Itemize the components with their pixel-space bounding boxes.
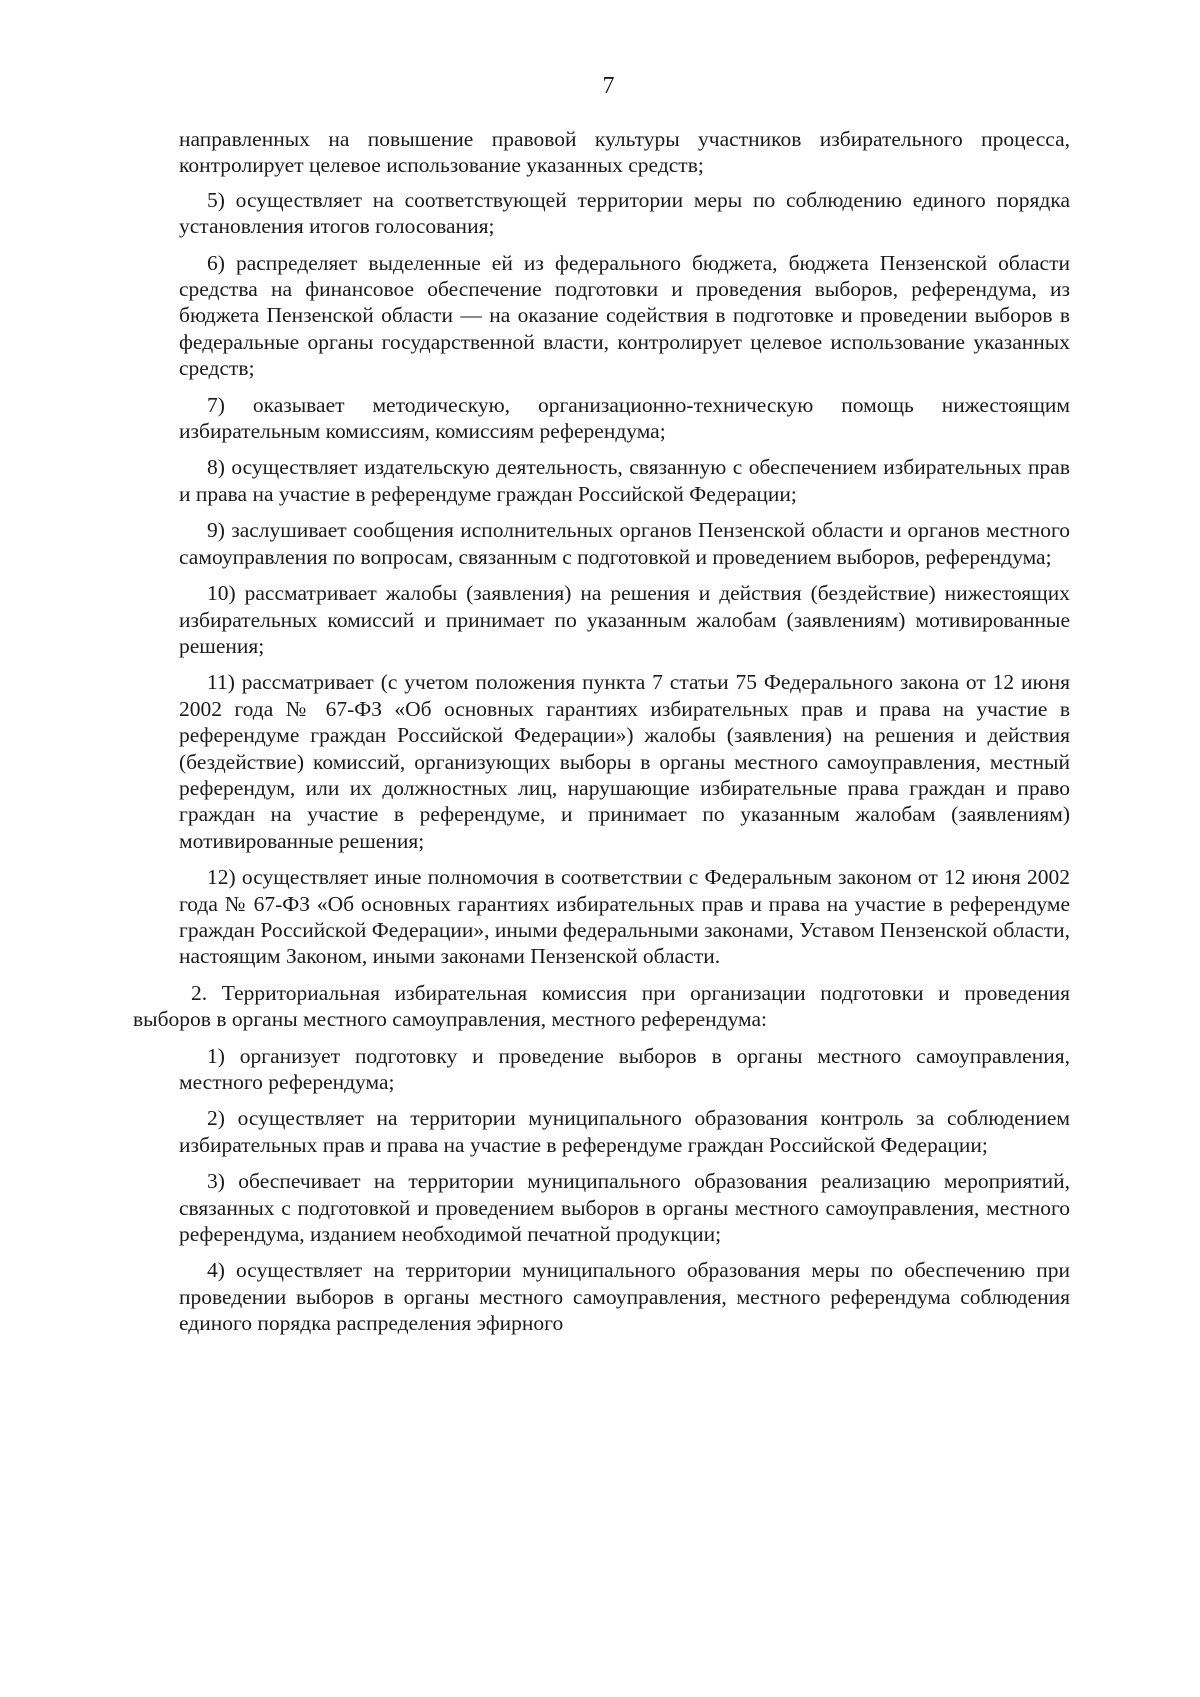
page-number: 7 bbox=[602, 73, 615, 99]
paragraph-item-9: 9) заслушивает сообщения исполнительных органов Пензенской области и органов местного самоуправления по вопросам, связанным с подготовкой и проведением выборов, референдума; bbox=[179, 518, 1070, 569]
paragraph-item-7: 7) оказывает методическую, организационно-техническую помощь нижестоящим избирательным комиссиям, комиссиям референдума; bbox=[179, 392, 1070, 444]
paragraph-item-5: 5) осуществляет на соответствующей территории меры по соблюдению единого порядка установления итогов голосования; bbox=[179, 187, 1070, 239]
paragraph-item-6: 6) распределяет выделенные ей из федерального бюджета, бюджета Пензенской области средства на финансовое обеспечение подготовки и проведения выборов, референдума, из бюджета Пензенской области — на оказание содействия в подготовке и проведении выборов в федеральные органы государственной власти, контролирует целевое использование указанных средств; bbox=[179, 250, 1070, 381]
paragraph-item-10: 10) рассматривает жалобы (заявления) на решения и действия (бездействие) нижестоящих избирательных комиссий и принимает по указанным жалобам (заявлениям) мотивированные решения; bbox=[179, 581, 1070, 658]
paragraph-continuation: направленных на повышение правовой культуры участников избирательного процесса, контролирует целевое использование указанных средств; bbox=[179, 127, 1070, 178]
paragraph-sub-item-3: 3) обеспечивает на территории муниципального образования реализацию мероприятий, связанных с подготовкой и проведением выборов в органы местного самоуправления, местного референдума, изданием необходимой печатной продукции; bbox=[179, 1169, 1070, 1247]
paragraph-item-11: 11) рассматривает (с учетом положения пункта 7 статьи 75 Федерального закона от 12 июня 2002 года № 67-ФЗ «Об основных гарантиях избирательных прав и права на участие в референдуме граждан Российской Федерации») жалобы (заявления) на решения и действия (бездействие) комиссий, организующих выборы в органы местного самоуправления, местный референдум, или их должностных лиц, нарушающие избирательные права граждан и право граждан на участие в референдуме, и принимает по указанным жалобам (заявлениям) мотивированные решения; bbox=[179, 670, 1070, 853]
items-block-1 bbox=[179, 126, 1070, 970]
items-block-2 bbox=[179, 1043, 1070, 1337]
paragraph-sub-item-1: 1) организует подготовку и проведение выборов в органы местного самоуправления, местного референдума; bbox=[179, 1043, 1070, 1094]
section-2-heading: 2. Территориальная избирательная комиссия при организации подготовки и проведения выборов в органы местного самоуправления, местного референдума: bbox=[133, 980, 1070, 1032]
paragraph-sub-item-4: 4) осуществляет на территории муниципального образования меры по обеспечению при проведении выборов в органы местного самоуправления, местного референдума соблюдения единого порядка распределения эфирного bbox=[179, 1258, 1070, 1336]
paragraph-sub-item-2: 2) осуществляет на территории муниципального образования контроль за соблюдением избирательных прав и права на участие в референдуме граждан Российской Федерации; bbox=[179, 1106, 1070, 1157]
paragraph-item-12: 12) осуществляет иные полномочия в соответствии с Федеральным законом от 12 июня 2002 года № 67-ФЗ «Об основных гарантиях избирательных прав и права на участие в референдуме граждан Российской Федерации», иными федеральными законами, Уставом Пензенской области, настоящим Законом, иными законами Пензенской области. bbox=[179, 865, 1070, 969]
paragraph-item-8: 8) осуществляет издательскую деятельность, связанную с обеспечением избирательных прав и права на участие в референдуме граждан Российской Федерации; bbox=[179, 455, 1070, 506]
